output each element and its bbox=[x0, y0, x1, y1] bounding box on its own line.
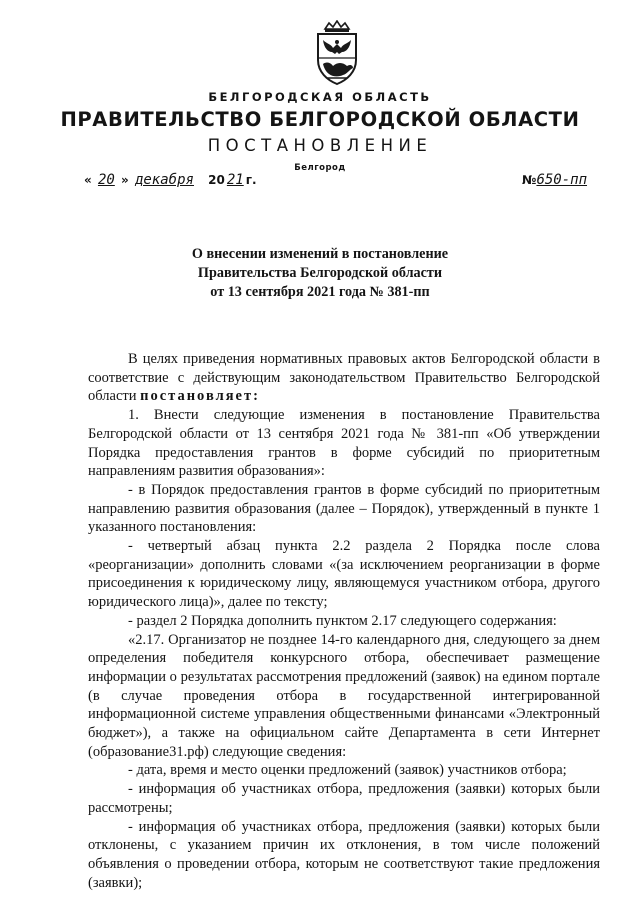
body-paragraph: - информация об участниках отбора, предложения (заявки) которых были отклонены, с указанием причин их отклонения, в том числе положений объявления о проведении отбора, которым не соответствуют такие предложения (заявки); bbox=[88, 818, 600, 891]
body-paragraph-intro bbox=[88, 350, 600, 406]
date-open-quote: « bbox=[84, 173, 92, 187]
body-paragraph: «2.17. Организатор не позднее 14-го календарного дня, следующего за днем определения победителя конкурсного отбора, обеспечивает размещение информации о результатах рассмотрения предложений (заявок) на едином портале (в случае проведения отбора в государственной интегрированной информационной системе управления общественными финансами «Электронный бюджет»), а также на официальном сайте Департамента в сети Интернет (образование31.рф) следующие сведения: bbox=[88, 631, 600, 760]
government-heading: ПРАВИТЕЛЬСТВО БЕЛГОРОДСКОЙ ОБЛАСТИ bbox=[60, 108, 580, 131]
city-label: Белгород bbox=[294, 163, 346, 173]
document-type-heading: ПОСТАНОВЛЕНИЕ bbox=[207, 136, 433, 155]
subject-line: от 13 сентября 2021 года № 381-пп bbox=[210, 284, 430, 300]
document-body bbox=[88, 350, 600, 892]
body-paragraph: 1. Внести следующие изменения в постановление Правительства Белгородской области от 13 сентября 2021 года № 381-пп «Об утверждении Порядка предоставления грантов в форме субсидий по приоритетным направлениям развития образования»: bbox=[88, 407, 600, 480]
number-prefix: № bbox=[522, 173, 537, 187]
number-value: 650-пп bbox=[536, 172, 588, 188]
date-year-prefix: 20 bbox=[208, 173, 225, 187]
coat-of-arms-emblem-icon bbox=[311, 20, 363, 86]
subject-line: О внесении изменений в постановление bbox=[191, 246, 449, 262]
date-close-quote: » bbox=[121, 173, 129, 187]
document-subject bbox=[0, 245, 640, 302]
intro-text: В целях приведения нормативных правовых актов Белгородской области в соответствие с действующим законодательством Правительство Белгородской области bbox=[88, 351, 600, 405]
body-paragraph: - информация об участниках отбора, предложения (заявки) которых были рассмотрены; bbox=[88, 781, 600, 816]
body-paragraph: - дата, время и место оценки предложений (заявок) участников отбора; bbox=[128, 762, 567, 779]
region-heading: БЕЛГОРОДСКАЯ ОБЛАСТЬ bbox=[208, 90, 432, 104]
subject-line: Правительства Белгородской области bbox=[197, 265, 443, 281]
intro-verb: постановляет: bbox=[140, 388, 260, 405]
date-month: декабря bbox=[134, 172, 194, 188]
date-year-suffix: 21 bbox=[226, 172, 244, 188]
document-date bbox=[84, 172, 259, 188]
body-paragraph: - четвертый абзац пункта 2.2 раздела 2 Порядка после слова «реорганизации» дополнить словами «(за исключением реорганизации в форме присоединения к юридическому лицу, являющемуся участником отбора, другого юридического лица)», далее по тексту; bbox=[88, 538, 600, 611]
body-paragraph: - в Порядок предоставления грантов в форме субсидий по приоритетным направлению развития образования (далее – Порядок), утвержденный в пункте 1 указанного постановления: bbox=[88, 481, 600, 536]
date-day: 20 bbox=[97, 172, 115, 188]
date-year-mark: г. bbox=[245, 173, 257, 187]
document-number bbox=[522, 172, 587, 188]
body-paragraph: - раздел 2 Порядка дополнить пунктом 2.17 следующего содержания: bbox=[128, 612, 557, 629]
